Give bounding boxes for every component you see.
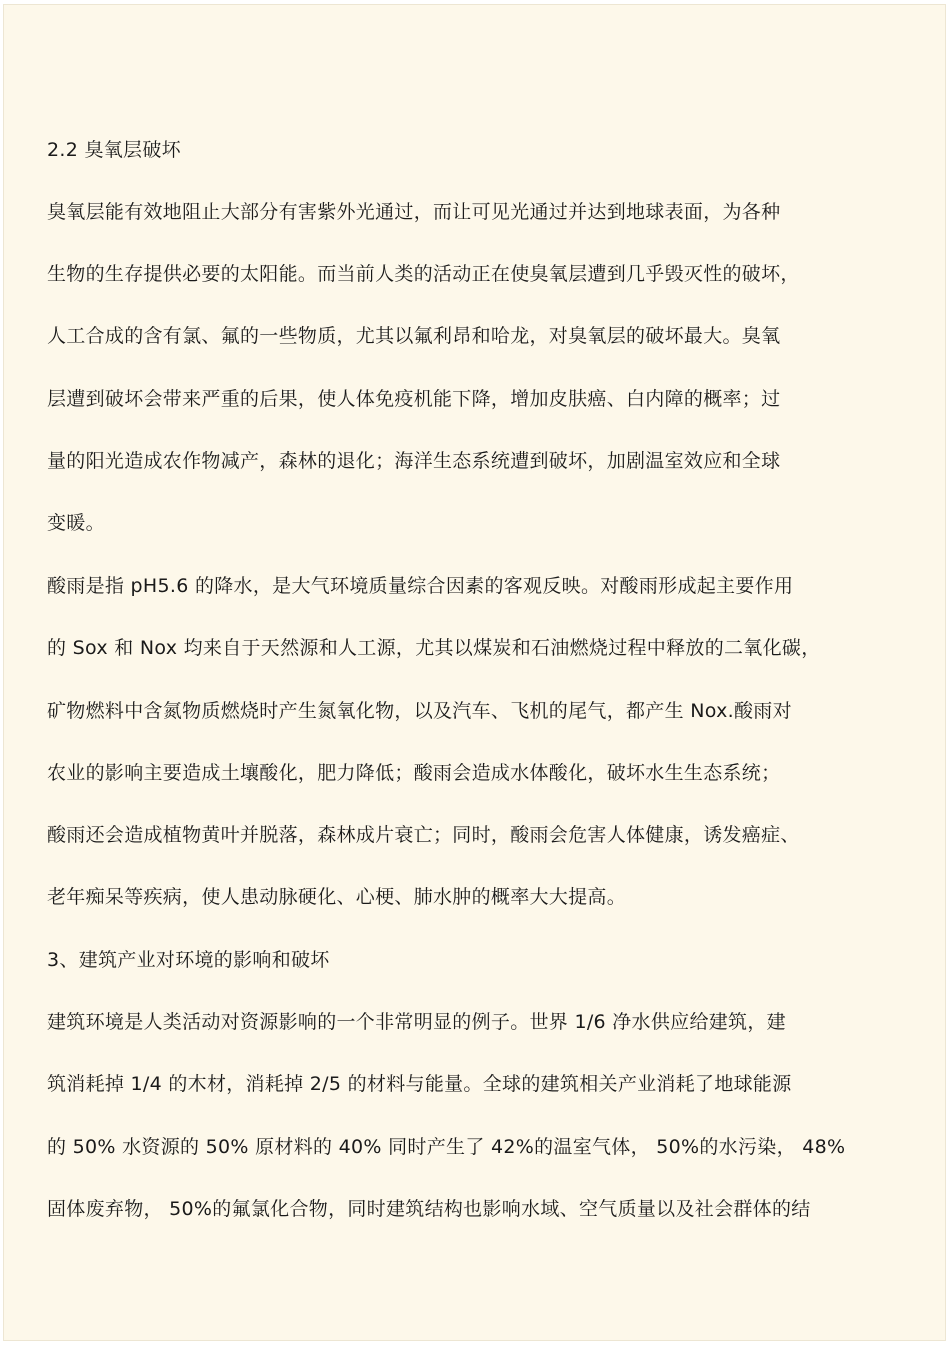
section-heading-construction: 3、建筑产业对环境的影响和破坏 [47, 949, 330, 971]
paragraph-line: 量的阳光造成农作物减产，森林的退化；海洋生态系统遭到破坏，加剧温室效应和全球 [47, 450, 781, 472]
paragraph-line: 臭氧层能有效地阻止大部分有害紫外光通过，而让可见光通过并达到地球表面，为各种 [47, 201, 781, 223]
paragraph-line: 矿物燃料中含氮物质燃烧时产生氮氧化物，以及汽车、飞机的尾气，都产生 Nox.酸雨对 [47, 700, 792, 722]
paragraph-line: 筑消耗掉 1/4 的木材，消耗掉 2/5 的材料与能量。全球的建筑相关产业消耗了地球能源 [47, 1073, 792, 1095]
paragraph-line: 酸雨是指 pH5.6 的降水，是大气环境质量综合因素的客观反映。对酸雨形成起主要作用 [47, 575, 794, 597]
paragraph-line: 层遭到破坏会带来严重的后果，使人体免疫机能下降，增加皮肤癌、白内障的概率；过 [47, 388, 781, 410]
document-page [3, 4, 946, 1341]
paragraph-line: 人工合成的含有氯、氟的一些物质，尤其以氟利昂和哈龙，对臭氧层的破坏最大。臭氧 [47, 325, 781, 347]
paragraph-line: 固体废弃物， 50%的氟氯化合物，同时建筑结构也影响水域、空气质量以及社会群体的结 [47, 1198, 811, 1220]
paragraph-line: 变暖。 [47, 512, 105, 534]
paragraph-line: 酸雨还会造成植物黄叶并脱落，森林成片衰亡；同时，酸雨会危害人体健康，诱发癌症、 [47, 824, 800, 846]
paragraph-line: 建筑环境是人类活动对资源影响的一个非常明显的例子。世界 1/6 净水供应给建筑，建 [47, 1011, 786, 1033]
paragraph-line: 生物的生存提供必要的太阳能。而当前人类的活动正在使臭氧层遭到几乎毁灭性的破坏， [47, 263, 800, 285]
section-heading-ozone: 2.2 臭氧层破坏 [47, 139, 181, 161]
paragraph-line: 的 Sox 和 Nox 均来自于天然源和人工源，尤其以煤炭和石油燃烧过程中释放的二氧化碳， [47, 637, 821, 659]
paragraph-line: 的 50% 水资源的 50% 原材料的 40% 同时产生了 42%的温室气体， 50%的水污染， 48% [47, 1136, 846, 1158]
paragraph-line: 老年痴呆等疾病，使人患动脉硬化、心梗、肺水肿的概率大大提高。 [47, 886, 627, 908]
paragraph-line: 农业的影响主要造成土壤酸化，肥力降低；酸雨会造成水体酸化，破坏水生生态系统； [47, 762, 781, 784]
